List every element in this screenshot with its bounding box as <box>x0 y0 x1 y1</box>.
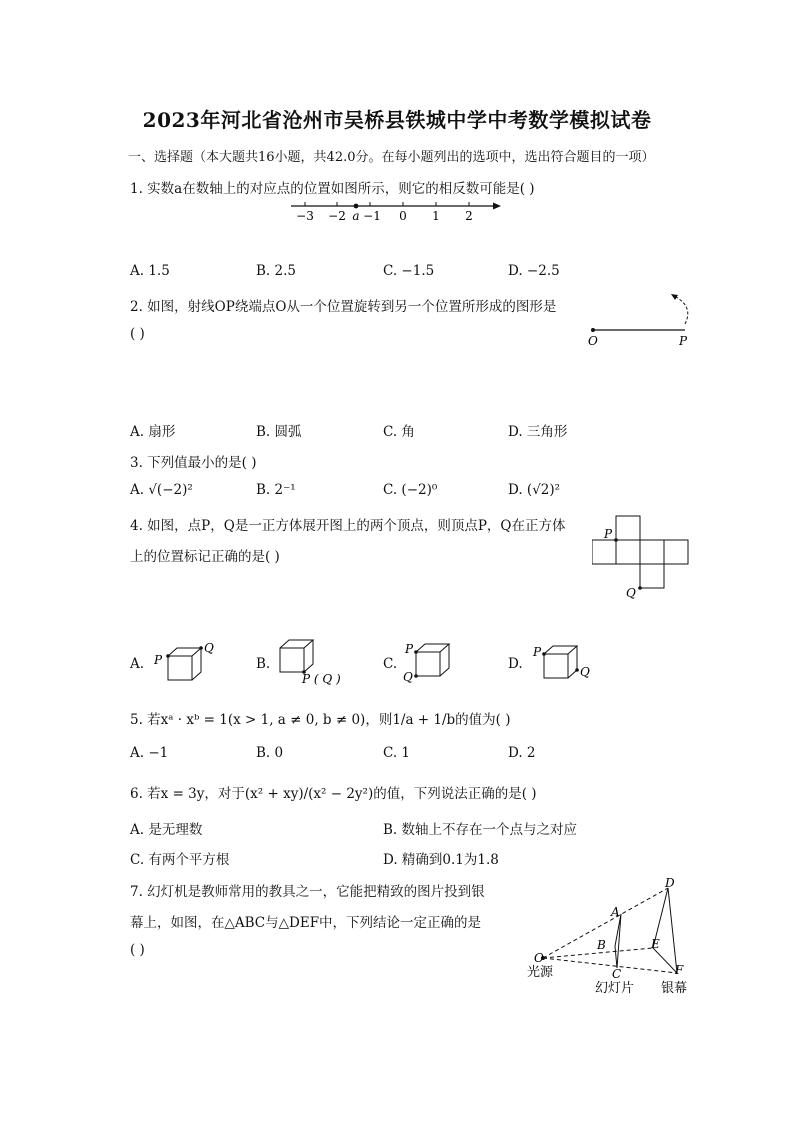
svg-text:Q: Q <box>403 670 413 684</box>
cube-option-b[interactable] <box>276 638 356 686</box>
tick-label: 1 <box>432 209 440 223</box>
svg-text:E: E <box>651 937 660 951</box>
svg-text:D: D <box>665 876 675 890</box>
tick-label: −1 <box>363 209 381 223</box>
caption-slide: 幻灯片 <box>595 981 635 996</box>
caption-screen: 银幕 <box>661 981 688 996</box>
svg-text:F: F <box>675 963 684 977</box>
q1-option-a[interactable]: A. 1.5 <box>130 263 170 279</box>
q4-option-a[interactable]: A. <box>130 656 145 672</box>
tick-label: a <box>352 209 360 223</box>
cube-net-figure <box>592 514 692 600</box>
question-1-stem: 1. 实数a在数轴上的对应点的位置如图所示，则它的相反数可能是( ) <box>130 181 535 197</box>
projector-figure <box>525 876 705 998</box>
question-7-stem: 7. 幻灯机是教师常用的教具之一，它能把精致的图片投到银 <box>130 884 485 900</box>
arrow-icon <box>671 294 678 300</box>
q1-option-b[interactable]: B. 2.5 <box>256 263 296 279</box>
q2-option-c[interactable]: C. 角 <box>383 424 415 440</box>
ray-rotation-figure <box>582 288 697 350</box>
tick-label: −2 <box>328 209 346 223</box>
q1-option-c[interactable]: C. −1.5 <box>383 263 435 279</box>
q5-option-b[interactable]: B. 0 <box>256 745 284 761</box>
question-5-stem: 5. 若xᵃ · xᵇ = 1(x > 1, a ≠ 0, b ≠ 0)，则1/a + 1/b的值为( ) <box>130 712 511 728</box>
tick-label: 0 <box>399 209 407 223</box>
svg-text:P: P <box>533 645 542 659</box>
q2-option-d[interactable]: D. 三角形 <box>508 424 568 440</box>
q5-option-c[interactable]: C. 1 <box>383 745 411 761</box>
question-3-stem: 3. 下列值最小的是( ) <box>130 455 257 471</box>
q6-option-b[interactable]: B. 数轴上不存在一个点与之对应 <box>383 822 578 838</box>
tick-label: 2 <box>465 209 473 223</box>
q2-option-b[interactable]: B. 圆弧 <box>256 424 302 440</box>
label-p: P <box>679 334 688 348</box>
svg-text:O: O <box>534 951 544 965</box>
question-2-stem-cont: ( ) <box>130 326 145 342</box>
page-title: 2023年河北省沧州市吴桥县铁城中学中考数学模拟试卷 <box>142 108 652 132</box>
q5-option-d[interactable]: D. 2 <box>508 745 536 761</box>
svg-text:P: P <box>405 642 414 656</box>
q6-option-d[interactable]: D. 精确到0.1为1.8 <box>383 852 499 868</box>
label-q: Q <box>626 586 636 600</box>
q5-option-a[interactable]: A. −1 <box>130 745 169 761</box>
svg-text:C: C <box>612 967 622 981</box>
svg-text:Q: Q <box>204 641 214 655</box>
question-4-stem-cont: 上的位置标记正确的是( ) <box>130 549 280 565</box>
q3-option-b[interactable]: B. 2⁻¹ <box>256 482 296 498</box>
label-o: O <box>588 334 598 348</box>
svg-text:A: A <box>611 905 620 919</box>
svg-text:P: P <box>154 653 163 667</box>
q4-option-d[interactable]: D. <box>508 656 523 672</box>
q4-option-c[interactable]: C. <box>383 656 398 672</box>
q2-option-a[interactable]: A. 扇形 <box>130 424 176 440</box>
arrow-icon <box>493 203 501 210</box>
svg-text:B: B <box>597 938 606 952</box>
q1-option-d[interactable]: D. −2.5 <box>508 263 560 279</box>
q6-option-c[interactable]: C. 有两个平方根 <box>130 852 230 868</box>
q6-option-a[interactable]: A. 是无理数 <box>130 822 203 838</box>
q4-option-b[interactable]: B. <box>256 656 271 672</box>
q3-option-a[interactable]: A. √(−2)² <box>130 482 193 498</box>
number-line-figure <box>285 196 510 226</box>
q3-option-c[interactable]: C. (−2)⁰ <box>383 482 438 498</box>
question-7-stem-cont: 幕上，如图，在△ABC与△DEF中，下列结论一定正确的是 <box>130 915 482 931</box>
point-a-dot <box>354 204 359 209</box>
question-4-stem: 4. 如图，点P，Q是一正方体展开图上的两个顶点，则顶点P，Q在正方体 <box>130 518 566 534</box>
question-6-stem: 6. 若x = 3y，对于(x² + xy)/(x² − 2y²)的值，下列说法正确的是( ) <box>130 786 537 802</box>
cube-option-a[interactable] <box>152 638 220 686</box>
svg-text:P ( Q ): P ( Q ) <box>302 672 341 686</box>
label-p: P <box>604 527 613 541</box>
question-2-stem: 2. 如图，射线OP绕端点O从一个位置旋转到另一个位置所形成的图形是 <box>130 299 557 315</box>
cube-option-c[interactable] <box>402 638 462 686</box>
caption-light-source: 光源 <box>527 965 554 980</box>
section-heading: 一、选择题（本大题共16小题，共42.0分。在每小题列出的选项中，选出符合题目的一项） <box>128 150 655 165</box>
q3-option-d[interactable]: D. (√2)² <box>508 482 561 498</box>
cube-option-d[interactable] <box>530 638 594 686</box>
question-7-stem-cont2: ( ) <box>130 942 145 958</box>
svg-text:Q: Q <box>580 665 590 679</box>
tick-label: −3 <box>296 209 314 223</box>
